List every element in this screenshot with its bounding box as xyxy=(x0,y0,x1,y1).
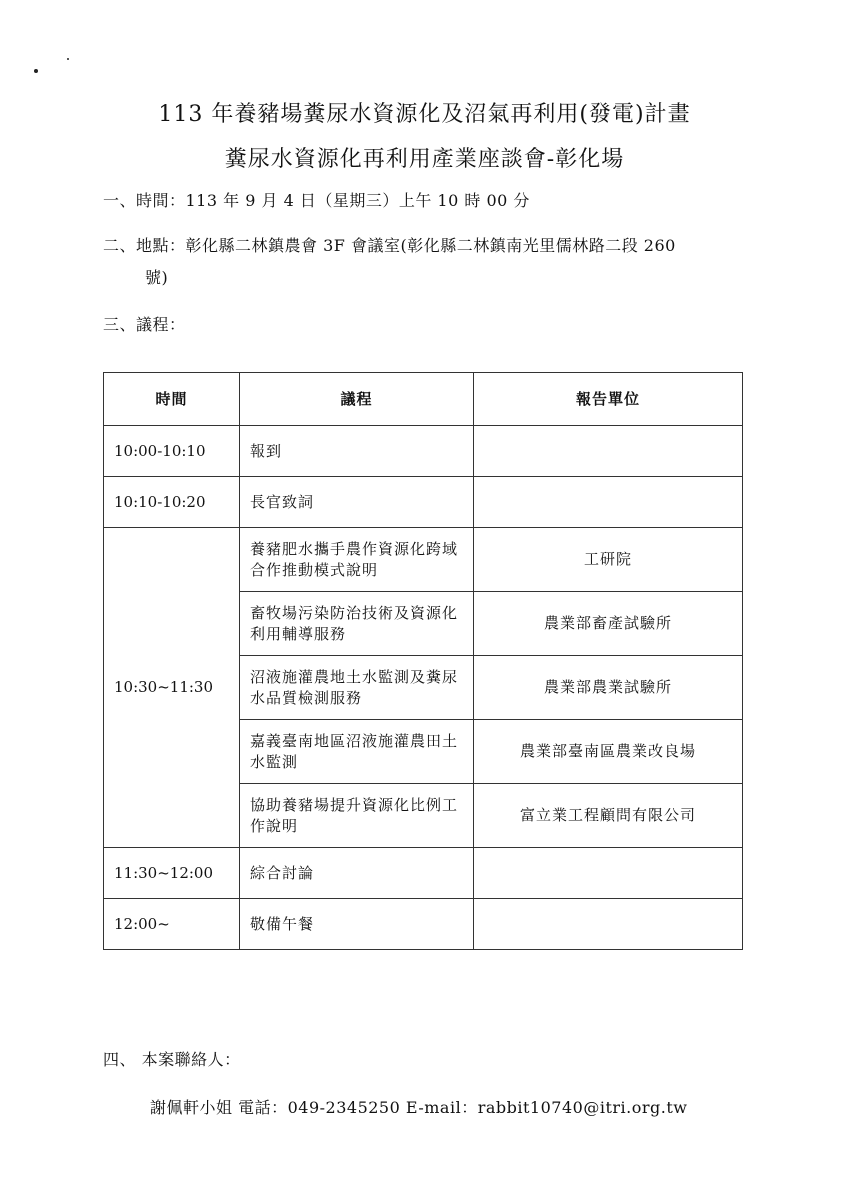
row-agenda: 沼液施灌農地土水監測及糞尿水品質檢測服務 xyxy=(240,656,474,720)
row-unit: 富立業工程顧問有限公司 xyxy=(474,784,743,848)
table-row xyxy=(104,426,743,477)
row-unit: 農業部臺南區農業改良場 xyxy=(474,720,743,784)
row-unit xyxy=(474,899,743,950)
agenda-table xyxy=(103,372,743,950)
scan-speck xyxy=(67,58,69,60)
row-unit xyxy=(474,848,743,899)
meeting-time: 一、時間：113 年 9 月 4 日（星期三）上午 10 時 00 分 xyxy=(103,191,530,210)
table-header-row xyxy=(104,373,743,426)
row-agenda: 協助養豬場提升資源化比例工作說明 xyxy=(240,784,474,848)
table-row xyxy=(104,528,743,592)
table-row xyxy=(104,848,743,899)
document-title: 113 年養豬場糞尿水資源化及沼氣再利用(發電)計畫 xyxy=(158,102,691,127)
header-unit: 報告單位 xyxy=(474,373,743,426)
header-time: 時間 xyxy=(104,373,240,426)
row-unit xyxy=(474,426,743,477)
scan-speck xyxy=(34,69,38,73)
row-time: 10:10-10:20 xyxy=(104,477,240,528)
row-unit: 農業部農業試驗所 xyxy=(474,656,743,720)
row-agenda: 報到 xyxy=(240,426,474,477)
row-time: 10:30~11:30 xyxy=(104,528,240,848)
contact-heading: 四、 本案聯絡人： xyxy=(103,1050,241,1069)
meeting-location: 二、地點：彰化縣二林鎮農會 3F 會議室(彰化縣二林鎮南光里儒林路二段 260 xyxy=(103,236,676,255)
row-agenda: 綜合討論 xyxy=(240,848,474,899)
row-agenda: 養豬肥水攜手農作資源化跨域合作推動模式說明 xyxy=(240,528,474,592)
table-row xyxy=(104,899,743,950)
row-unit xyxy=(474,477,743,528)
contact-info: 謝佩軒小姐 電話：049-2345250 E-mail：rabbit10740@itri.org.tw xyxy=(150,1098,688,1117)
meeting-location-cont: 號) xyxy=(145,268,169,287)
row-agenda: 長官致詞 xyxy=(240,477,474,528)
row-time: 11:30~12:00 xyxy=(104,848,240,899)
row-unit: 農業部畜產試驗所 xyxy=(474,592,743,656)
agenda-heading: 三、議程： xyxy=(103,315,186,334)
row-agenda: 畜牧場污染防治技術及資源化利用輔導服務 xyxy=(240,592,474,656)
header-agenda: 議程 xyxy=(240,373,474,426)
row-time: 10:00-10:10 xyxy=(104,426,240,477)
row-time: 12:00~ xyxy=(104,899,240,950)
document-subtitle: 糞尿水資源化再利用產業座談會-彰化場 xyxy=(224,147,625,172)
row-agenda: 敬備午餐 xyxy=(240,899,474,950)
row-unit: 工研院 xyxy=(474,528,743,592)
table-row xyxy=(104,477,743,528)
row-agenda: 嘉義臺南地區沼液施灌農田土水監測 xyxy=(240,720,474,784)
